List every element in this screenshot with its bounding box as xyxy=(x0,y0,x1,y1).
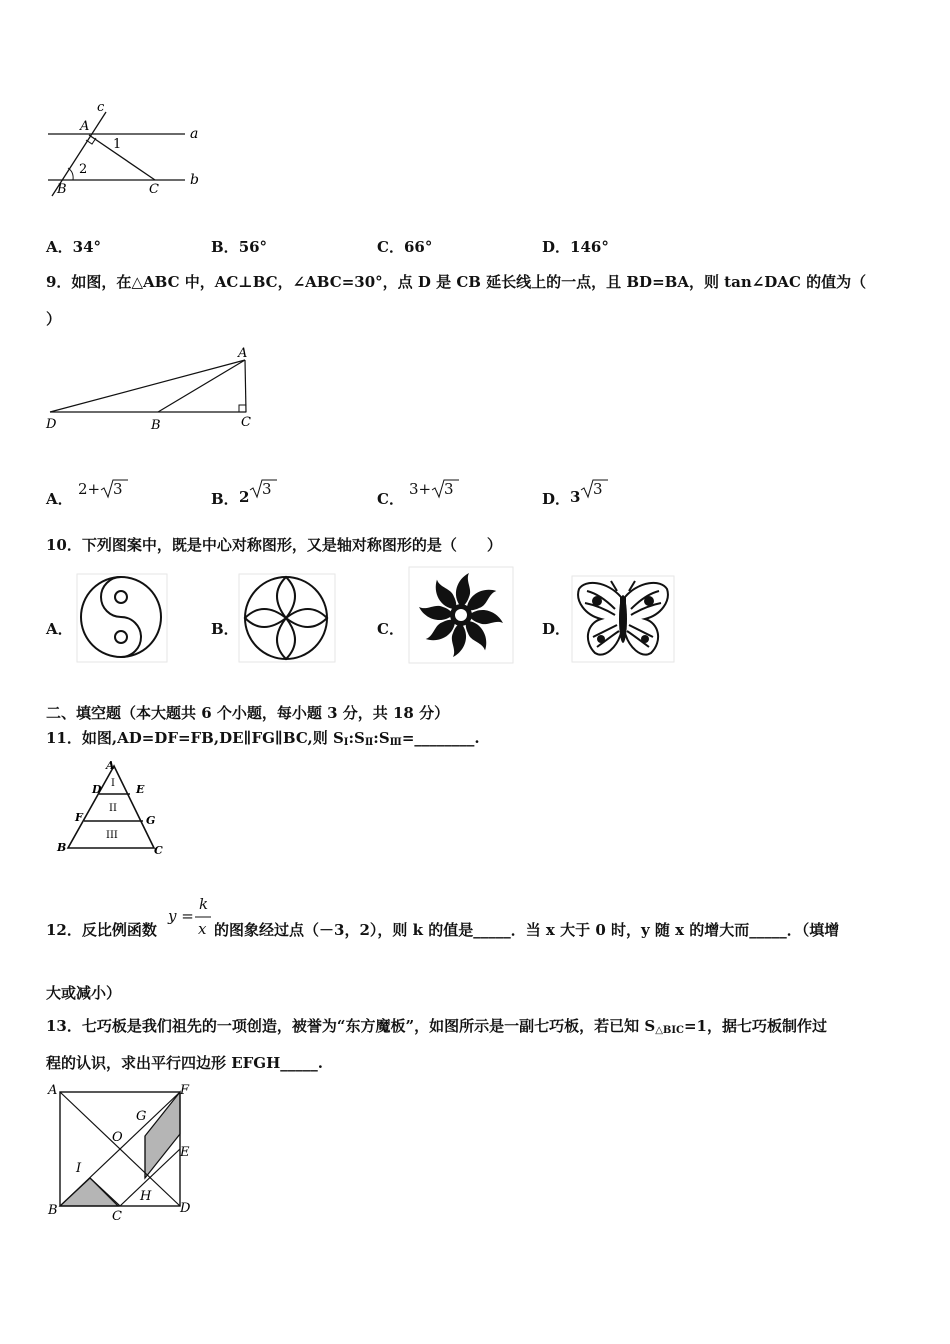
label-C: C xyxy=(241,415,251,430)
label-B: B xyxy=(57,182,67,197)
q8-option-a[interactable]: A．34° xyxy=(46,238,102,256)
label-G: G xyxy=(146,814,156,827)
q8-option-b[interactable]: B．56° xyxy=(211,238,268,256)
shaded-triangle-bic xyxy=(60,1178,118,1206)
q13-line2: 程的认识，求出平行四边形 EFGH_____. xyxy=(46,1054,324,1072)
region-II-label: II xyxy=(109,803,117,814)
q9-option-a[interactable]: A． 2+ 3 xyxy=(46,476,166,504)
label-D: D xyxy=(180,1201,191,1216)
label-C: C xyxy=(154,844,163,857)
label-D: D xyxy=(46,417,57,432)
q9-option-d[interactable]: D． 3 3 xyxy=(542,476,662,504)
label-A: A xyxy=(238,346,248,361)
label-c: c xyxy=(97,100,105,115)
q13-tangram-figure xyxy=(40,1080,200,1225)
label-B: B xyxy=(48,1203,58,1218)
label-H: H xyxy=(140,1189,152,1204)
label-E: E xyxy=(136,783,145,796)
q12-suffix: 的图象经过点（－3，2），则 k 的值是_____．当 x 大于 0 时，y 随 x 的增大而_____．（填增 xyxy=(214,921,840,939)
pinwheel-flower-icon[interactable] xyxy=(408,566,514,664)
butterfly-icon[interactable] xyxy=(571,575,675,663)
four-petal-circle-icon[interactable] xyxy=(238,573,336,663)
segment-da xyxy=(50,360,245,412)
q8-option-c[interactable]: C．66° xyxy=(377,238,433,256)
label-B: B xyxy=(151,418,161,433)
label-1: 1 xyxy=(113,137,122,152)
q8-figure xyxy=(40,98,210,203)
q11-text: 11．如图,AD=DF=FB,DE∥FG∥BC,则 $S_Ⅰ:S_Ⅱ:S_Ⅲ=\_\_\_\_\_\_\_\_$. xyxy=(46,729,480,748)
label-A: A xyxy=(48,1083,58,1098)
label-O: O xyxy=(112,1130,123,1145)
taiji-icon[interactable] xyxy=(76,573,168,663)
right-angle-mark xyxy=(239,405,246,412)
label-G: G xyxy=(136,1109,147,1124)
region-I-label: I xyxy=(111,778,115,789)
label-C: C xyxy=(112,1209,122,1224)
q8-option-d[interactable]: D．146° xyxy=(542,238,609,256)
label-E: E xyxy=(180,1145,190,1160)
section-2-title: 二、填空题（本大题共 6 个小题，每小题 3 分，共 18 分） xyxy=(46,704,450,722)
q12-prefix: 12．反比例函数 xyxy=(46,921,157,939)
q10-option-c-label[interactable]: C． xyxy=(377,620,404,638)
segment-ac xyxy=(89,135,155,180)
label-A: A xyxy=(80,119,90,134)
q12-fraction-num: k xyxy=(199,895,209,913)
q11-figure xyxy=(50,758,175,858)
label-b: b xyxy=(190,172,199,188)
q10-option-d-label[interactable]: D． xyxy=(542,620,571,638)
fraction-bar xyxy=(195,916,211,918)
label-C: C xyxy=(149,182,159,197)
q10-option-a-label[interactable]: A． xyxy=(46,620,73,638)
label-I: I xyxy=(76,1161,82,1176)
q12-line2: 大或减小） xyxy=(46,984,122,1002)
label-A: A xyxy=(106,759,115,772)
label-F: F xyxy=(180,1083,190,1098)
q10-text: 10．下列图案中，既是中心对称图形，又是轴对称图形的是（ ） xyxy=(46,536,502,554)
q9-text-line1: 9．如图，在△ABC 中，AC⊥BC，∠ABC=30°，点 D 是 CB 延长线上的一点，且 BD=BA，则 tan∠DAC 的值为（ xyxy=(46,273,867,291)
q10-option-b-label[interactable]: B． xyxy=(211,620,239,638)
segment-ac xyxy=(245,360,246,412)
q13-line1: 13．七巧板是我们祖先的一项创造，被誉为“东方魔板”，如图所示是一副七巧板，若已知 $S_{\triangle BIC}=1$，据七巧板制作过 xyxy=(46,1017,827,1036)
region-III-label: III xyxy=(106,830,118,841)
q9-text-line2: ） xyxy=(46,310,62,328)
q12-fraction-den: x xyxy=(198,920,207,938)
segment-ba xyxy=(158,360,245,412)
label-2: 2 xyxy=(79,162,88,177)
q9-option-b[interactable]: B． 2 3 xyxy=(211,476,331,504)
label-D: D xyxy=(92,783,102,796)
label-B: B xyxy=(57,841,67,854)
label-a: a xyxy=(190,126,199,142)
q9-figure xyxy=(40,342,265,437)
label-F: F xyxy=(75,811,83,824)
q12-y-equals: y = xyxy=(168,907,194,925)
q9-option-c[interactable]: C． 3+ 3 xyxy=(377,476,497,504)
